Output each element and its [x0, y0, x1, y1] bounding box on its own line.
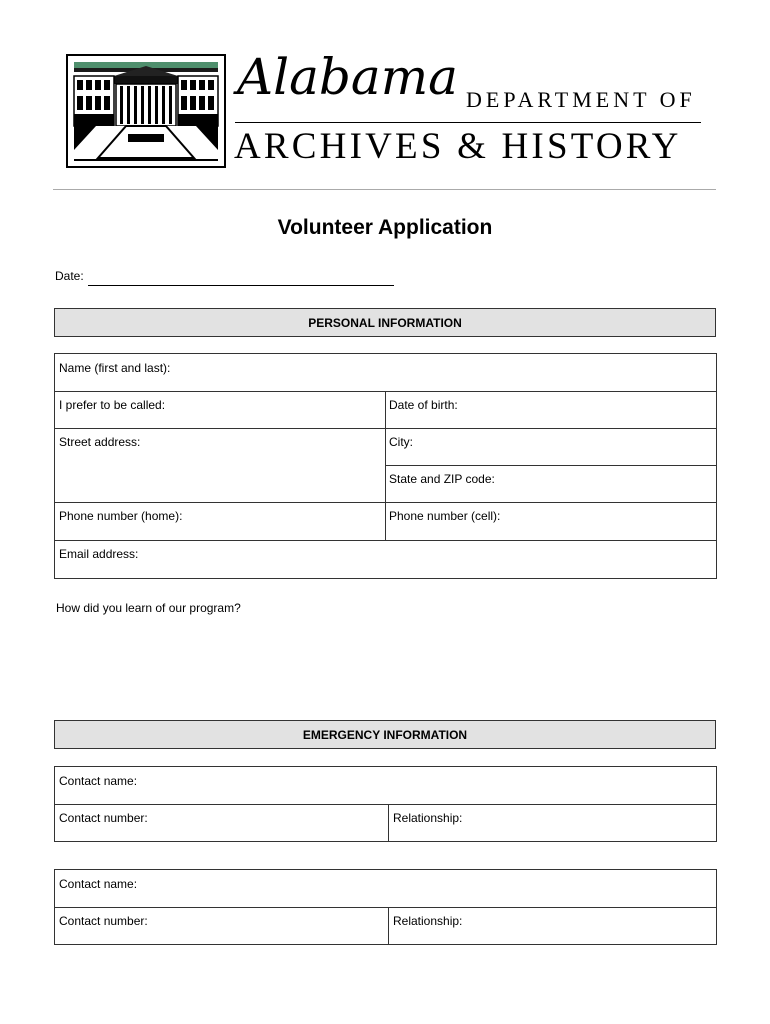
city-label: City:	[389, 435, 413, 449]
preferred-name-field[interactable]	[55, 391, 385, 428]
street-address-label: Street address:	[59, 435, 141, 449]
phone-cell-field[interactable]	[385, 502, 716, 540]
contact-name-field[interactable]	[55, 870, 716, 907]
brand-archives-wordmark: ARCHIVES & HISTORY	[234, 126, 682, 167]
emergency-contact-table-2	[54, 869, 717, 945]
contact-name-label: Contact name:	[59, 877, 138, 891]
brand-department-wordmark: DEPARTMENT OF	[466, 87, 696, 112]
program-source-question: How did you learn of our program?	[56, 601, 241, 615]
date-label: Date:	[55, 269, 84, 283]
phone-cell-label: Phone number (cell):	[389, 509, 501, 523]
date-field[interactable]	[88, 285, 394, 286]
emergency-info-heading: EMERGENCY INFORMATION	[54, 720, 716, 749]
city-field[interactable]	[385, 428, 716, 465]
date-of-birth-field[interactable]	[385, 391, 716, 428]
page-title: Volunteer Application	[277, 216, 493, 239]
relationship-field[interactable]	[388, 804, 716, 841]
date-of-birth-label: Date of birth:	[389, 398, 458, 412]
preferred-name-label: I prefer to be called:	[59, 398, 166, 412]
contact-number-label: Contact number:	[59, 811, 148, 825]
phone-home-label: Phone number (home):	[59, 509, 183, 523]
name-field[interactable]	[55, 354, 716, 391]
street-address-field[interactable]	[55, 428, 385, 502]
header-divider	[53, 189, 716, 190]
email-label: Email address:	[59, 547, 139, 561]
brand-script-wordmark: Alabama	[237, 48, 458, 106]
email-field[interactable]	[55, 540, 716, 578]
relationship-label: Relationship:	[393, 914, 463, 928]
contact-number-label: Contact number:	[59, 914, 148, 928]
relationship-label: Relationship:	[393, 811, 463, 825]
emergency-contact-table-1	[54, 766, 717, 842]
contact-number-field[interactable]	[55, 907, 388, 944]
archives-building-icon	[66, 54, 226, 168]
relationship-field[interactable]	[388, 907, 716, 944]
brand-divider	[235, 122, 701, 123]
contact-number-field[interactable]	[55, 804, 388, 841]
contact-name-label: Contact name:	[59, 774, 138, 788]
state-zip-label: State and ZIP code:	[389, 472, 495, 486]
phone-home-field[interactable]	[55, 502, 385, 540]
name-label: Name (first and last):	[59, 361, 171, 375]
contact-name-field[interactable]	[55, 767, 716, 804]
personal-info-table	[54, 353, 717, 579]
state-zip-field[interactable]	[385, 465, 716, 502]
personal-info-heading: PERSONAL INFORMATION	[54, 308, 716, 337]
